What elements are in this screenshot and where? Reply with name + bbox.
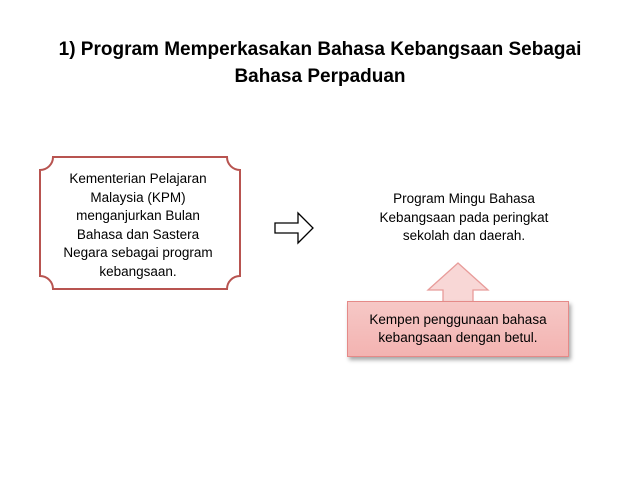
- kpm-line-3: menganjurkan Bulan: [76, 208, 200, 223]
- program-line-3: sekolah dan daerah.: [402, 228, 526, 243]
- slide-title-line-2: Bahasa Perpaduan: [234, 66, 406, 87]
- kpm-line-5: Negara sebagai program: [63, 245, 213, 260]
- program-line-1: Program Mingu Bahasa: [393, 191, 535, 206]
- kpm-description: [58, 170, 218, 281]
- slide-title-line-1: 1) Program Memperkasakan Bahasa Kebangsaan Sebagai: [58, 39, 582, 60]
- kempen-line-1: Kempen penggunaan bahasa: [369, 312, 547, 327]
- program-line-2: Kebangsaan pada peringkat: [379, 209, 549, 225]
- program-description: [360, 190, 568, 246]
- kempen-box: [347, 301, 569, 357]
- kpm-line-1: Kementerian Pelajaran: [69, 171, 207, 186]
- right-arrow-icon: [275, 213, 313, 243]
- kpm-line-2: Malaysia (KPM): [90, 189, 186, 205]
- kpm-line-6: kebangsaan.: [99, 263, 177, 279]
- kempen-line-2: kebangsaan dengan betul.: [378, 330, 538, 345]
- up-arrow-icon: [428, 263, 488, 302]
- kpm-line-4: Bahasa dan Sastera: [76, 226, 200, 242]
